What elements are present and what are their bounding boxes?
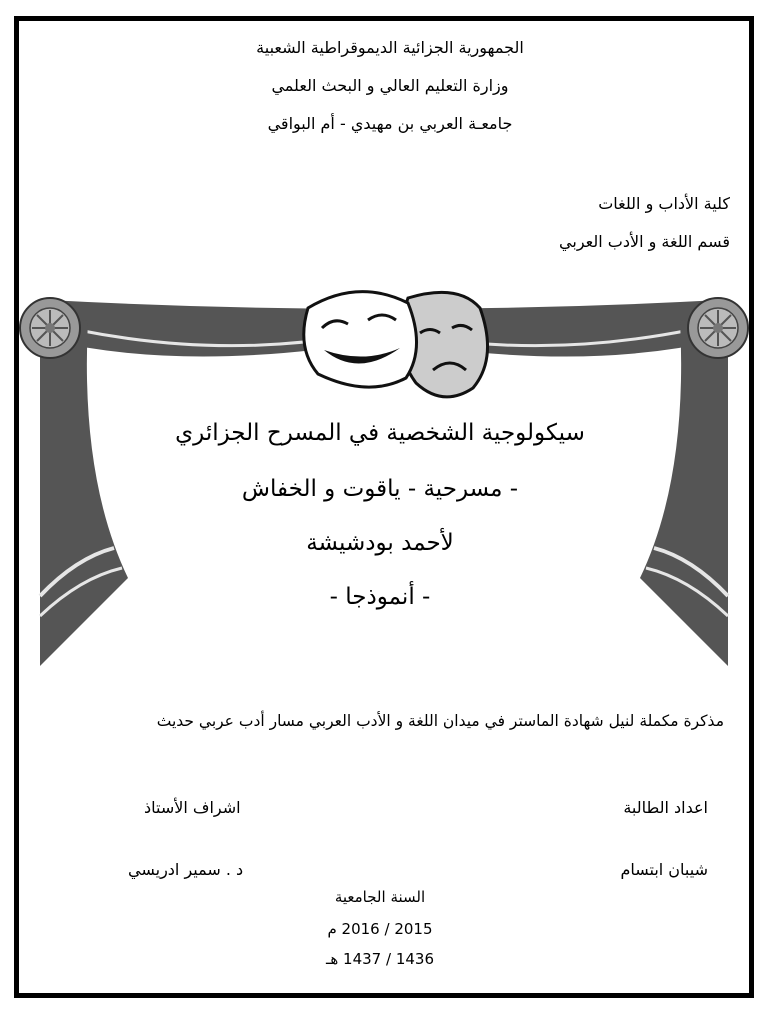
university-name: جامعـة العربي بن مهيدي - أم البواقي [267, 114, 513, 133]
faculty-name: كلية الأداب و اللغات [598, 194, 730, 213]
supervisor-label: اشراف الأستاذ [144, 798, 241, 817]
academic-year-gregorian: 2015 / 2016 م [327, 920, 433, 938]
academic-year-hijri: 1436 / 1437 هـ [325, 950, 435, 968]
department-name: قسم اللغة و الأدب العربي [559, 232, 730, 251]
student-label: اعداد الطالبة [623, 798, 708, 817]
republic-name: الجمهورية الجزائية الديموقراطية الشعبية [256, 38, 524, 57]
right-curtain [640, 320, 728, 666]
memo-statement: مذكرة مكملة لنيل شهادة الماستر في ميدان اللغة و الأدب العربي مسار أدب عربي حديث [156, 712, 724, 730]
left-rosette-icon [20, 298, 80, 358]
right-rosette-icon [688, 298, 748, 358]
thesis-model-line: - أنموذجا - [329, 584, 431, 610]
thesis-author-line: لأحمد بودشيشة [306, 530, 454, 556]
supervisor-name: د . سمير ادريسي [128, 860, 244, 879]
thesis-title: سيكولوجية الشخصية في المسرح الجزائري [175, 420, 585, 446]
comedy-mask-icon [304, 292, 417, 387]
ministry-name: وزارة التعليم العالي و البحث العلمي [271, 76, 509, 95]
thesis-subtitle-play: - مسرحية - ياقوت و الخفاش [241, 476, 519, 502]
student-name: شيبان ابتسام [620, 860, 708, 879]
left-curtain [40, 320, 128, 666]
academic-year-label: السنة الجامعية [334, 888, 426, 906]
theater-curtain-illustration [18, 278, 750, 670]
